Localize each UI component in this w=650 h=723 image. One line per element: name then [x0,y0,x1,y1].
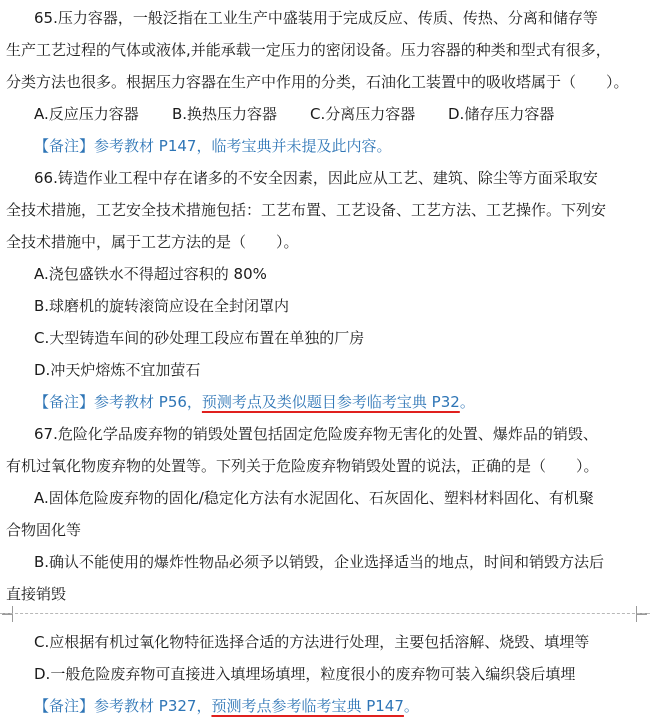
q65-options [34,104,554,126]
q65-stem-line-2: 生产工艺过程的气体或液体,并能承载一定压力的密闭设备。压力容器的种类和型式有很多， [6,41,611,59]
q67-option-c: C.应根据有机过氧化物特征选择合适的方法进行处理，主要包括溶解、烧毁、填埋等 [34,633,590,651]
q65-note: 【备注】参考教材 P147，临考宝典并未提及此内容。 [34,137,392,155]
q67-option-b-line-2: 直接销毁 [6,585,67,603]
q67-option-a-line-2: 合物固化等 [6,521,82,539]
q65-option-a: A.反应压力容器 [34,105,139,123]
q67-stem-line-2: 有机过氧化物废弃物的处置等。下列关于危险废弃物销毁处置的说法，正确的是（ ）。 [6,457,599,475]
q66-note [34,392,475,414]
q65-option-d: D.储存压力容器 [448,105,555,123]
q65-stem-line-1: 65.压力容器，一般泛指在工业生产中盛装用于完成反应、传质、传热、分离和储存等 [34,9,598,27]
q67-note-underlined: 预测考点参考临考宝典 P147 [211,697,404,715]
q67-option-d: D.一般危险废弃物可直接进入填埋场填埋，粒度很小的废弃物可装入编织袋后填埋 [34,665,576,683]
q66-note-suffix: 。 [459,393,475,411]
q66-stem-line-2: 全技术措施，工艺安全技术措施包括：工艺布置、工艺设备、工艺方法、工艺操作。下列安 [6,201,607,219]
q67-note-suffix: 。 [403,697,419,715]
q65-stem-line-3: 分类方法也很多。根据压力容器在生产中作用的分类，石油化工装置中的吸收塔属于（ ）。 [6,73,629,91]
q67-option-a-line-1: A.固体危险废弃物的固化/稳定化方法有水泥固化、石灰固化、塑料材料固化、有机聚 [34,489,594,507]
q67-stem-line-1: 67.危险化学品废弃物的销毁处置包括固定危险废弃物无害化的处置、爆炸品的销毁、 [34,425,598,443]
q66-option-d: D.冲天炉熔炼不宜加萤石 [34,361,201,379]
q66-option-b: B.球磨机的旋转滚筒应设在全封闭罩内 [34,297,290,315]
q66-note-underlined: 预测考点及类似题目参考临考宝典 P32 [201,393,460,411]
q66-stem-line-1: 66.铸造作业工程中存在诸多的不安全因素，因此应从工艺、建筑、除尘等方面采取安 [34,169,598,187]
q67-note-prefix: 【备注】参考教材 P327， [34,697,212,715]
q65-option-c: C.分离压力容器 [310,105,416,123]
q67-option-b-line-1: B.确认不能使用的爆炸性物品必须予以销毁，企业选择适当的地点，时间和销毁方法后 [34,553,605,571]
q66-option-c: C.大型铸造车间的砂处理工段应布置在单独的厂房 [34,329,365,347]
q67-note [34,696,419,718]
q66-option-a: A.浇包盛铁水不得超过容积的 80% [34,265,267,283]
q66-stem-line-3: 全技术措施中，属于工艺方法的是（ ）。 [6,233,299,251]
page-break-divider [0,613,650,614]
q66-note-prefix: 【备注】参考教材 P56， [34,393,202,411]
q65-option-b: B.换热压力容器 [172,105,278,123]
page-corner-mark [636,614,647,622]
page-corner-mark [2,614,13,622]
